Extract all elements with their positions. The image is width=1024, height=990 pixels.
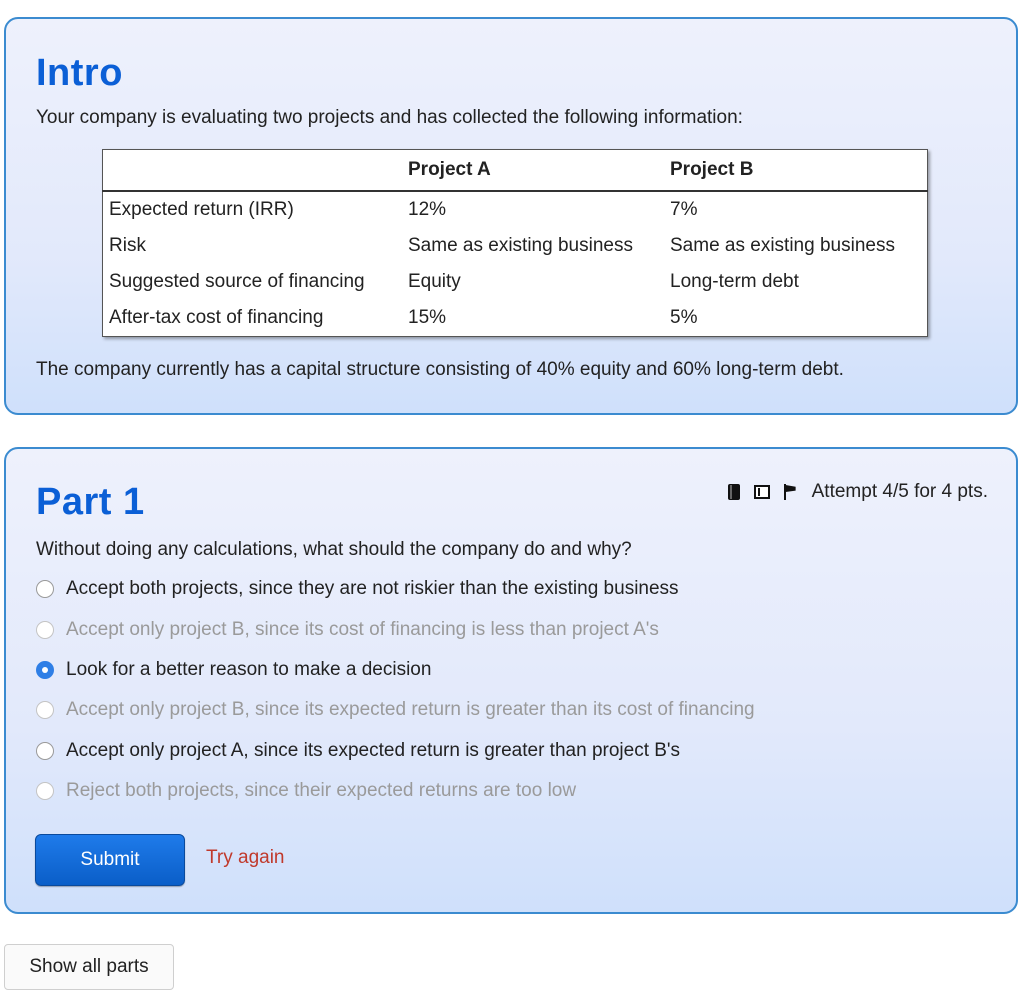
table-cell: Same as existing business — [670, 235, 895, 256]
project-info-table — [102, 149, 928, 337]
capital-structure-note: The company currently has a capital structure consisting of 40% equity and 60% long-term debt. — [36, 359, 844, 380]
answer-option[interactable] — [36, 609, 755, 649]
answer-option[interactable] — [36, 771, 755, 811]
show-all-parts-button[interactable]: Show all parts — [4, 944, 174, 990]
answer-option-label[interactable]: Accept only project B, since its cost of financing is less than project A's — [66, 618, 659, 640]
answer-option-label[interactable]: Reject both projects, since their expected returns are too low — [66, 780, 577, 802]
answer-option[interactable] — [36, 650, 755, 690]
table-cell: 5% — [670, 307, 698, 328]
table-header-cell — [103, 150, 403, 192]
answer-option[interactable] — [36, 731, 755, 771]
answer-option[interactable] — [36, 690, 755, 730]
table-cell: 12% — [408, 199, 447, 220]
attempt-bar — [728, 481, 988, 503]
answer-option[interactable] — [36, 569, 755, 609]
intro-card — [4, 17, 1018, 415]
table-row — [103, 264, 928, 300]
table-cell: 15% — [408, 307, 447, 328]
flag-icon[interactable] — [784, 484, 798, 500]
answer-option-label[interactable]: Accept only project A, since its expected return is greater than project B's — [66, 739, 681, 761]
radio-button-selected[interactable] — [36, 661, 54, 679]
book-icon[interactable] — [728, 484, 740, 500]
table-header-cell: Project A — [402, 150, 664, 192]
table-cell: Same as existing business — [408, 235, 633, 256]
table-cell: Expected return (IRR) — [109, 199, 294, 220]
submit-button[interactable]: Submit — [35, 834, 185, 886]
answer-options — [36, 569, 755, 811]
radio-button[interactable] — [36, 621, 54, 639]
table-header-cell: Project B — [664, 150, 928, 192]
table-row — [103, 228, 928, 264]
table-cell: After-tax cost of financing — [109, 307, 324, 328]
radio-button[interactable] — [36, 701, 54, 719]
table-header-row — [103, 150, 928, 192]
table-row — [103, 300, 928, 337]
radio-button[interactable] — [36, 782, 54, 800]
answer-option-label[interactable]: Look for a better reason to make a decision — [66, 658, 432, 680]
table-cell: Equity — [408, 271, 461, 292]
radio-button[interactable] — [36, 742, 54, 760]
film-icon[interactable] — [754, 485, 770, 499]
answer-option-label[interactable]: Accept only project B, since its expected return is greater than its cost of financing — [66, 699, 755, 721]
part1-card — [4, 447, 1018, 914]
table-cell: Risk — [109, 235, 146, 256]
intro-heading: Intro — [36, 52, 123, 94]
feedback-try-again: Try again — [206, 847, 285, 868]
question-text: Without doing any calculations, what should the company do and why? — [36, 539, 632, 560]
radio-button[interactable] — [36, 580, 54, 598]
answer-option-label[interactable]: Accept both projects, since they are not riskier than the existing business — [66, 578, 679, 600]
intro-description: Your company is evaluating two projects and has collected the following information: — [36, 107, 743, 128]
attempt-status: Attempt 4/5 for 4 pts. — [811, 481, 988, 502]
table-cell: 7% — [670, 199, 698, 220]
part1-heading: Part 1 — [36, 481, 145, 523]
table-cell: Long-term debt — [670, 271, 799, 292]
table-cell: Suggested source of financing — [109, 271, 365, 292]
table-row — [103, 191, 928, 228]
